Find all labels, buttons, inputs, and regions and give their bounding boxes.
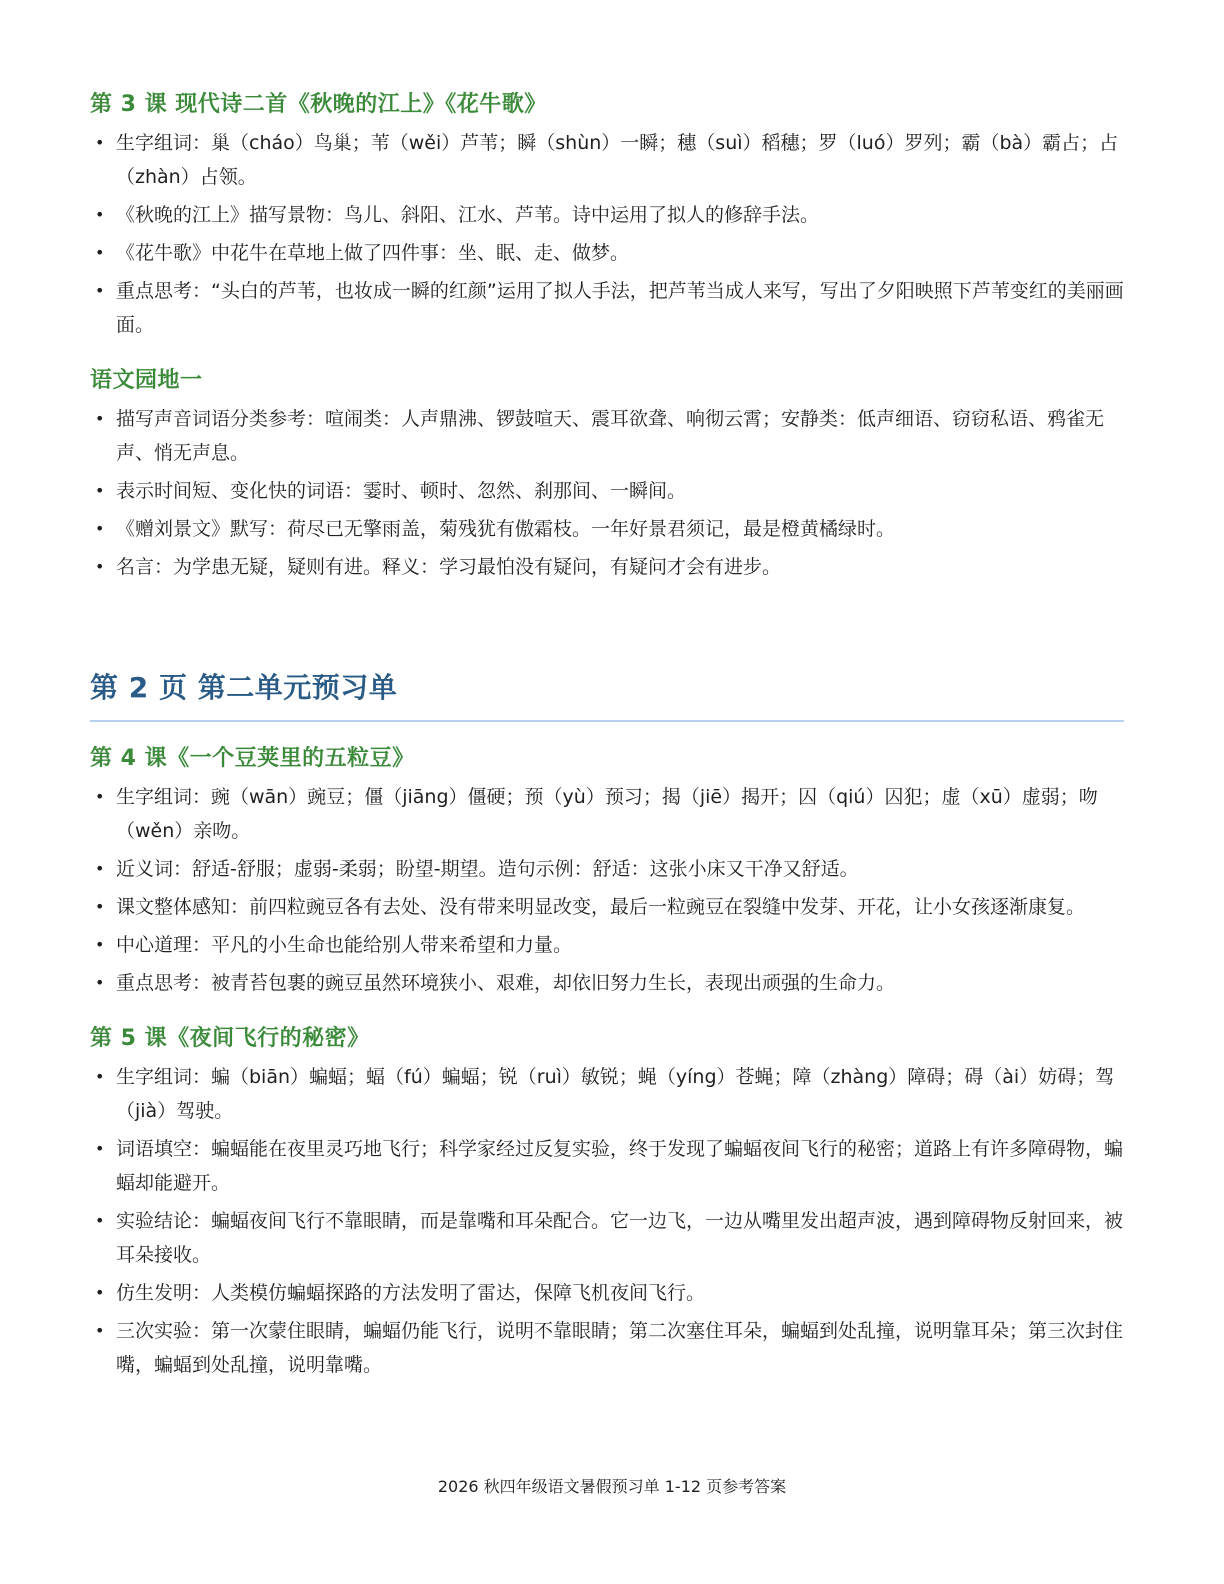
bullet-icon: •	[95, 1067, 105, 1086]
list-item-text: 中心道理：平凡的小生命也能给别人带来希望和力量。	[116, 934, 573, 956]
list-item	[90, 890, 1124, 924]
heading-rule	[90, 720, 1124, 722]
list-item	[90, 1132, 1124, 1200]
list-item	[90, 1060, 1124, 1128]
lesson-items	[90, 780, 1124, 1000]
bullet-icon: •	[95, 409, 105, 428]
list-item-text: 词语填空：蝙蝠能在夜里灵巧地飞行；科学家经过反复实验，终于发现了蝙蝠夜间飞行的秘密；道路上有许多障碍物，蝙蝠却能避开。	[116, 1138, 1124, 1194]
lesson-items	[90, 1060, 1124, 1382]
bullet-icon: •	[95, 281, 105, 300]
bullet-icon: •	[95, 935, 105, 954]
lesson-title: 语文园地一	[90, 368, 203, 393]
spacer	[90, 588, 1124, 666]
lesson-3-section	[90, 88, 1124, 342]
list-item-text: 重点思考：“头白的芦苇，也妆成一瞬的红颜”运用了拟人手法，把芦苇当成人来写，写出了夕阳映照下芦苇变红的美丽画面。	[116, 280, 1124, 336]
list-item	[90, 852, 1124, 886]
page-heading: 第 2 页 第二单元预习单	[90, 671, 398, 704]
bullet-icon: •	[95, 1211, 105, 1230]
bullet-icon: •	[95, 859, 105, 878]
lesson-title: 第 3 课 现代诗二首《秋晚的江上》《花牛歌》	[90, 92, 547, 117]
bullet-icon: •	[95, 481, 105, 500]
list-item-text: 生字组词：巢（cháo）鸟巢；苇（wěi）芦苇；瞬（shùn）一瞬；穗（suì）稻穗；罗（luó）罗列；霸（bà）霸占；占（zhàn）占领。	[116, 132, 1119, 188]
lesson-5-section	[90, 1022, 1124, 1382]
list-item-text: 《赠刘景文》默写：荷尽已无擎雨盖，菊残犹有傲霜枝。一年好景君须记，最是橙黄橘绿时。	[116, 518, 896, 540]
list-item	[90, 274, 1124, 342]
page-footer: 2026 秋四年级语文暑假预习单 1-12 页参考答案	[437, 1477, 787, 1496]
bullet-icon: •	[95, 1139, 105, 1158]
list-item-text: 重点思考：被青苔包裹的豌豆虽然环境狭小、艰难，却依旧努力生长，表现出顽强的生命力。	[116, 972, 896, 994]
list-item	[90, 126, 1124, 194]
page-content	[90, 88, 1124, 1386]
list-item	[90, 780, 1124, 848]
list-item-text: 三次实验：第一次蒙住眼睛，蝙蝠仍能飞行，说明不靠眼睛；第二次塞住耳朵，蝙蝠到处乱撞，说明靠耳朵；第三次封住嘴，蝙蝠到处乱撞，说明靠嘴。	[116, 1320, 1124, 1376]
list-item	[90, 1314, 1124, 1382]
list-item-text: 生字组词：豌（wān）豌豆；僵（jiāng）僵硬；预（yù）预习；揭（jiē）揭开；囚（qiú）囚犯；虚（xū）虚弱；吻（wěn）亲吻。	[116, 786, 1098, 842]
lesson-4-section	[90, 742, 1124, 1000]
lesson-title: 第 5 课《夜间飞行的秘密》	[90, 1026, 370, 1051]
list-item	[90, 236, 1124, 270]
yuwen-yuandi-section	[90, 364, 1124, 584]
list-item	[90, 550, 1124, 584]
lesson-items	[90, 402, 1124, 584]
lesson-items	[90, 126, 1124, 342]
list-item	[90, 1204, 1124, 1272]
list-item	[90, 512, 1124, 546]
bullet-icon: •	[95, 557, 105, 576]
list-item-text: 课文整体感知：前四粒豌豆各有去处、没有带来明显改变，最后一粒豌豆在裂缝中发芽、开花，让小女孩逐渐康复。	[116, 896, 1086, 918]
bullet-icon: •	[95, 897, 105, 916]
bullet-icon: •	[95, 973, 105, 992]
list-item	[90, 198, 1124, 232]
list-item-text: 实验结论：蝙蝠夜间飞行不靠眼睛，而是靠嘴和耳朵配合。它一边飞，一边从嘴里发出超声波，遇到障碍物反射回来，被耳朵接收。	[116, 1210, 1124, 1266]
list-item-text: 《秋晚的江上》描写景物：鸟儿、斜阳、江水、芦苇。诗中运用了拟人的修辞手法。	[116, 204, 820, 226]
list-item	[90, 402, 1124, 470]
list-item	[90, 966, 1124, 1000]
list-item-text: 表示时间短、变化快的词语：霎时、顿时、忽然、刹那间、一瞬间。	[116, 480, 687, 502]
spacer	[90, 346, 1124, 364]
list-item-text: 近义词：舒适-舒服；虚弱-柔弱；盼望-期望。造句示例：舒适：这张小床又干净又舒适。	[116, 858, 859, 880]
list-item	[90, 928, 1124, 962]
spacer	[90, 1004, 1124, 1022]
list-item-text: 名言：为学患无疑，疑则有进。释义：学习最怕没有疑问，有疑问才会有进步。	[116, 556, 782, 578]
bullet-icon: •	[95, 519, 105, 538]
bullet-icon: •	[95, 1283, 105, 1302]
list-item-text: 描写声音词语分类参考：喧闹类：人声鼎沸、锣鼓喧天、震耳欲聋、响彻云霄；安静类：低声细语、窃窃私语、鸦雀无声、悄无声息。	[116, 408, 1105, 464]
list-item-text: 仿生发明：人类模仿蝙蝠探路的方法发明了雷达，保障飞机夜间飞行。	[116, 1282, 706, 1304]
lesson-title: 第 4 课《一个豆荚里的五粒豆》	[90, 746, 415, 771]
list-item-text: 生字组词：蝙（biān）蝙蝠；蝠（fú）蝙蝠；锐（ruì）敏锐；蝇（yíng）苍蝇；障（zhàng）障碍；碍（ài）妨碍；驾（jià）驾驶。	[116, 1066, 1115, 1122]
list-item	[90, 1276, 1124, 1310]
bullet-icon: •	[95, 787, 105, 806]
bullet-icon: •	[95, 205, 105, 224]
list-item-text: 《花牛歌》中花牛在草地上做了四件事：坐、眠、走、做梦。	[116, 242, 630, 264]
bullet-icon: •	[95, 243, 105, 262]
bullet-icon: •	[95, 1321, 105, 1340]
list-item	[90, 474, 1124, 508]
bullet-icon: •	[95, 133, 105, 152]
